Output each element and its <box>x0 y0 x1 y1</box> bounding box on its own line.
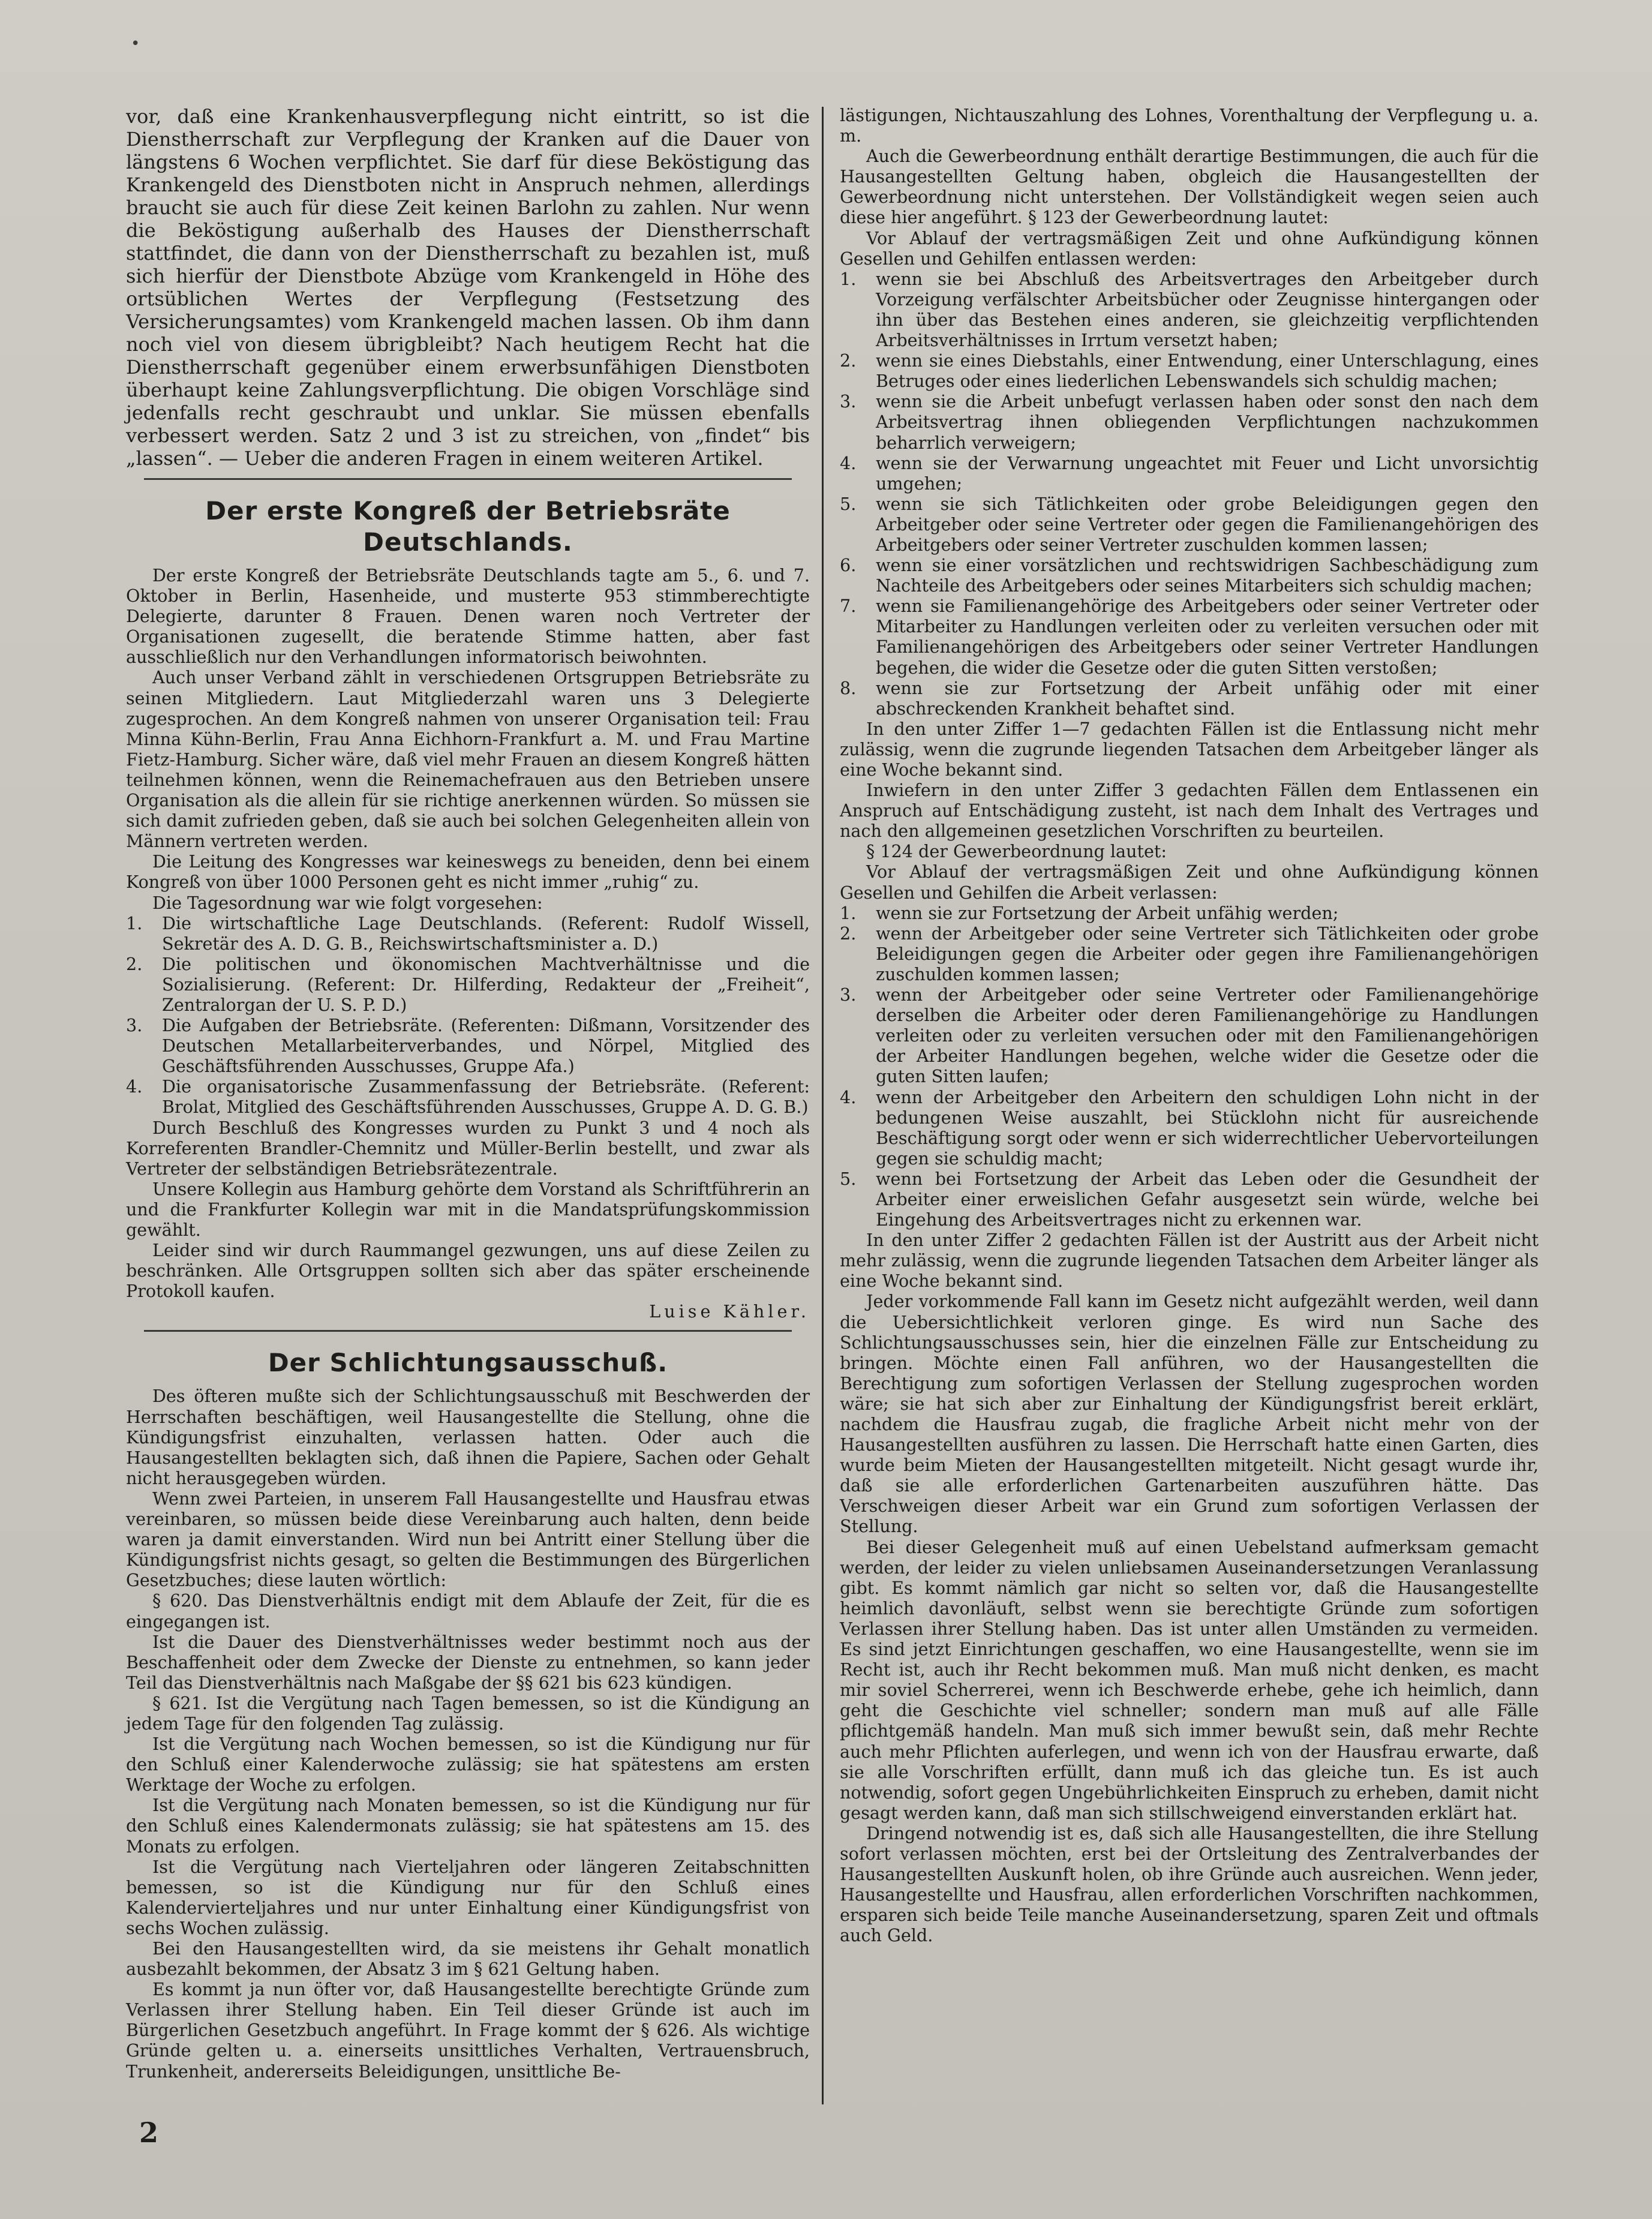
list-text: wenn sie Familienangehörige des Arbeitgebers oder seiner Vertreter oder Mitarbeiter zu Handlungen verleiten oder zu verleiten versuchen oder mit Familienangehörigen des Arbeitgebers oder seiner Vertreter Handlungen begehen, die wider die Gesetze oder die guten Sitten verstoßen; <box>876 596 1539 678</box>
article2-paragraph: Des öfteren mußte sich der Schlichtungsausschuß mit Beschwerden der Herrschaften beschäftigen, weil Hausangestellte die Stellung, ohne die Kündigungsfrist einzuhalten, verlassen hatten. Oder auch die Hausangestellten beklagten sich, daß ihnen die Papiere, Sachen oder Gehalt nicht herausgegeben würden. <box>126 1386 810 1488</box>
list-number: 3. <box>126 1015 143 1036</box>
article2-paragraph: § 620. Das Dienstverhältnis endigt mit dem Ablaufe der Zeit, für die es eingegangen ist. <box>126 1590 810 1632</box>
list-item <box>840 555 1539 596</box>
article1-paragraph: Die Tagesordnung war wie folgt vorgesehen: <box>152 892 543 913</box>
paragraph-123-list <box>840 269 1539 719</box>
list-text: Die organisatorische Zusammenfassung der Betriebsräte. (Referent: Brolat, Mitglied des Geschäftsführenden Ausschusses, Gruppe A. D. G. B.) <box>162 1076 810 1118</box>
article1-paragraph: Auch unser Verband zählt in verschiedenen Ortsgruppen Betriebsräte zu seinen Mitgliedern. Laut Mitgliederzahl waren uns 3 Delegierte zugesprochen. An dem Kongreß nahmen von unserer Organisation teil: Frau Minna Kühn-Berlin, Frau Anna Eichhorn-Frankfurt a. M. und Frau Martine Fietz-Hamburg. Sicher wäre, daß viel mehr Frauen an diesem Kongreß hätten teilnehmen können, wenn die Reinemachefrauen aus den Betrieben unsere Organisation als die allein für sie richtige anerkennen würden. So müssen sie sich damit zufrieden geben, daß sie auch bei solchen Gelegenheiten allein von Männern vertreten werden. <box>126 667 810 852</box>
list-text: wenn sie der Verwarnung ungeachtet mit Feuer und Licht unvorsichtig umgehen; <box>876 452 1539 494</box>
list-text: Die Aufgaben der Betriebsräte. (Referenten: Dißmann, Vorsitzender des Deutschen Metallarbeiterverbandes, und Nörpel, Mitglied des Geschäftsführenden Ausschusses, Gruppe Afa.) <box>162 1015 810 1077</box>
body-paragraph: § 124 der Gewerbeordnung lautet: <box>866 841 1167 862</box>
list-item <box>840 350 1539 391</box>
left-column <box>126 105 810 2082</box>
list-text: wenn sie zur Fortsetzung der Arbeit unfähig werden; <box>876 902 1339 923</box>
list-number: 1. <box>840 268 857 289</box>
list-number: 4. <box>840 1086 857 1107</box>
list-text: Die wirtschaftliche Lage Deutschlands. (Referent: Rudolf Wissell, Sekretär des A. D. G. B., Reichswirtschaftsminister a. D.) <box>162 912 810 954</box>
list-item <box>840 494 1539 555</box>
list-text: wenn sie zur Fortsetzung der Arbeit unfähig oder mit einer abschreckenden Krankheit behaftet sind. <box>876 677 1539 719</box>
list-item <box>840 596 1539 677</box>
list-number: 4. <box>840 452 857 473</box>
article1-paragraph: Der erste Kongreß der Betriebsräte Deutschlands tagte am 5., 6. und 7. Oktober in Berlin, Hasenheide, und musterte 953 stimmberechtigte Delegierte, darunter 8 Frauen. Denen waren noch Vertreter der Organisationen zugesellt, die beratende Stimme hatten, aber fast ausschließlich nur den Verhandlungen informatorisch beiwohnten. <box>126 565 810 668</box>
list-item <box>840 984 1539 1086</box>
list-text: wenn bei Fortsetzung der Arbeit das Leben oder die Gesundheit der Arbeiter einer erweislichen Gefahr ausgesetzt sein würde, welche bei Eingehung des Arbeitsvertrages nicht zu erkennen war. <box>876 1168 1539 1230</box>
list-text: Die politischen und ökonomischen Machtverhältnisse und die Sozialisierung. (Referent: Dr. Hilferding, Redakteur der „Freiheit“, Zentralorgan der U. S. P. D.) <box>162 953 810 1015</box>
list-number: 7. <box>840 596 857 617</box>
body-paragraph: Vor Ablauf der vertragsmäßigen Zeit und ohne Aufkündigung können Gesellen und Gehilfen die Arbeit verlassen: <box>840 861 1539 903</box>
list-text: wenn sie sich Tätlichkeiten oder grobe Beleidigungen gegen den Arbeitgeber oder seine Vertreter oder gegen die Familienangehörigen des Arbeitgebers oder seiner Vertreter zuschulden kommen lassen; <box>876 493 1539 555</box>
list-number: 5. <box>840 493 857 514</box>
author-signature: Luise Kähler. <box>649 1301 810 1322</box>
body-paragraph: In den unter Ziffer 2 gedachten Fällen ist der Austritt aus der Arbeit nicht mehr zulässig, wenn die zugrunde liegenden Tatsachen dem Arbeiter länger als eine Woche bekannt sind. <box>840 1230 1539 1292</box>
agenda-list <box>126 913 810 1118</box>
article2-paragraph: Ist die Vergütung nach Wochen bemessen, so ist die Kündigung nur für den Schluß einer Kalenderwoche zulässig; sie hat spätestens am ersten Werktage der Woche zu erfolgen. <box>126 1734 810 1795</box>
section-divider <box>144 1330 792 1332</box>
article1-paragraph: Durch Beschluß des Kongresses wurden zu Punkt 3 und 4 noch als Korreferenten Brandler-Chemnitz und Müller-Berlin bestellt, und zwar als Vertreter der selbständigen Betriebsrätezentrale. <box>126 1117 810 1179</box>
list-number: 2. <box>840 923 857 944</box>
article1-paragraph: Die Leitung des Kongresses war keineswegs zu beneiden, denn bei einem Kongreß von über 1000 Personen geht es nicht immer „ruhig“ zu. <box>126 851 810 893</box>
body-paragraph: Vor Ablauf der vertragsmäßigen Zeit und ohne Aufkündigung können Gesellen und Gehilfen entlassen werden: <box>840 227 1539 269</box>
list-number: 3. <box>840 391 857 412</box>
continued-paragraph: lästigungen, Nichtauszahlung des Lohnes, Vorenthaltung der Verpflegung u. a. m. <box>840 105 1539 146</box>
list-item <box>126 1015 810 1076</box>
list-text: wenn der Arbeitgeber oder seine Vertreter oder Familienangehörige derselben die Arbeiter oder deren Familienangehörige zu Handlungen verleiten oder zu verleiten versuchen oder mit den Familienangehörigen der Arbeiter Handlungen begehen, welche wider die Gesetze oder die guten Sitten laufen; <box>876 984 1539 1087</box>
article2-paragraph: Ist die Dauer des Dienstverhältnisses weder bestimmt noch aus der Beschaffenheit oder dem Zwecke der Dienste zu entnehmen, so kann jeder Teil das Dienstverhältnis nach Maßgabe der §§ 621 bis 623 kündigen. <box>126 1631 810 1693</box>
list-number: 3. <box>840 984 857 1005</box>
list-text: wenn sie bei Abschluß des Arbeitsvertrages den Arbeitgeber durch Vorzeigung verfälschter Arbeitsbücher oder Zeugnisse hintergangen oder ihn über das Bestehen eines anderen, sie gleichzeitig verpflichtenden Arbeitsverhältnisses in Irrtum versetzt haben; <box>876 268 1539 351</box>
section-divider <box>144 478 792 480</box>
body-paragraph: Inwiefern in den unter Ziffer 3 gedachten Fällen dem Entlassenen ein Anspruch auf Entschädigung zusteht, ist nach dem Inhalt des Vertrages und nach den allgemeinen gesetzlichen Vorschriften zu beurteilen. <box>840 780 1539 842</box>
list-item <box>126 954 810 1015</box>
column-rule <box>822 107 824 2104</box>
article1-paragraph: Leider sind wir durch Raummangel gezwungen, uns auf diese Zeilen zu beschränken. Alle Ortsgruppen sollten sich aber das später erscheinende Protokoll kaufen. <box>126 1240 810 1302</box>
list-text: wenn der Arbeitgeber oder seine Vertreter sich Tätlichkeiten oder grobe Beleidigungen gegen die Arbeiter oder gegen ihre Familienangehörigen zuschulden kommen lassen; <box>876 923 1539 984</box>
list-item <box>840 678 1539 719</box>
article-title-schlichtung: Der Schlichtungsausschuß. <box>268 1348 668 1378</box>
body-paragraph: Dringend notwendig ist es, daß sich alle Hausangestellten, die ihre Stellung sofort verlassen möchten, erst bei der Ortsleitung des Zentralverbandes der Hausangestellten Auskunft holen, ob ihre Gründe auch ausreichen. Wenn jeder, Hausangestellte und Hausfrau, allen erforderlichen Vorschriften nachkommen, ersparen sich beide Teile manche Auseinandersetzung, sparen Zeit und oftmals auch Geld. <box>840 1822 1539 1946</box>
article2-paragraph: Ist die Vergütung nach Vierteljahren oder längeren Zeitabschnitten bemessen, so ist die Kündigung nur für den Schluß eines Kalendervierteljahres und nur unter Einhaltung einer Kündigungsfrist von sechs Wochen zulässig. <box>126 1856 810 1938</box>
page-number: 2 <box>139 2116 159 2149</box>
list-item <box>840 1169 1539 1230</box>
body-paragraph: Auch die Gewerbeordnung enthält derartige Bestimmungen, die auch für die Hausangestellten Geltung haben, obgleich die Hausangestellten der Gewerbeordnung nicht unterstehen. Der Vollständigkeit wegen seien auch diese hier angeführt. § 123 der Gewerbeordnung lautet: <box>840 146 1539 228</box>
list-text: wenn sie eines Diebstahls, einer Entwendung, einer Unterschlagung, eines Betruges oder eines liederlichen Lebenswandels sich schuldig machen; <box>876 350 1539 392</box>
list-item <box>126 1076 810 1117</box>
list-number: 1. <box>126 912 143 933</box>
body-paragraph: Bei dieser Gelegenheit muß auf einen Uebelstand aufmerksam gemacht werden, der leider zu vielen unliebsamen Auseinandersetzungen Veranlassung gibt. Es kommt nämlich gar nicht so selten vor, daß die Hausangestellte heimlich davonläuft, selbst wenn sie berechtigte Gründe zum sofortigen Verlassen ihrer Stellung haben. Das ist unter allen Umständen zu vermeiden. Es sind jetzt Einrichtungen geschaffen, wo eine Hausangestellte, wenn sie im Recht ist, auch ihr Recht bekommen muß. Man muß nicht denken, es macht mir soviel Scherrerei, wenn ich Beschwerde erhebe, gehe ich heimlich, dann geht die Geschichte viel schneller; sondern man muß auf alle Fälle pflichtgemäß handeln. Man muß sich immer bewußt sein, daß mehr Rechte auch mehr Pflichten auferlegen, und wenn ich von der Hausfrau erwarte, daß sie alle Vorschriften erfüllt, dann muß ich das gleiche tun. Es ist auch notwendig, sofort gegen Ungebührlichkeiten Einspruch zu erheben, damit nicht gesagt werden kann, daß man sich stillschweigend einverstanden erklärt hat. <box>840 1536 1539 1823</box>
list-item <box>840 1087 1539 1169</box>
article2-paragraph: § 621. Ist die Vergütung nach Tagen bemessen, so ist die Kündigung an jedem Tage für den folgenden Tag zulässig. <box>126 1692 810 1734</box>
page-mark: • <box>131 35 140 53</box>
list-text: wenn sie die Arbeit unbefugt verlassen haben oder sonst den nach dem Arbeitsvertrag ihnen obliegenden Verpflichtungen nachzukommen beharrlich verweigern; <box>876 391 1539 453</box>
list-item <box>840 903 1539 923</box>
article-title-kongress: Der erste Kongreß der Betriebsräte Deutschlands. <box>205 496 731 557</box>
intro-paragraph: vor, daß eine Krankenhausverpflegung nicht eintritt, so ist die Dienstherrschaft zur Verpflegung der Kranken auf die Dauer von längstens 6 Wochen verpflichtet. Sie darf für diese Beköstigung das Krankengeld des Dienstboten nicht in Anspruch nehmen, allerdings braucht sie auch für diese Zeit keinen Barlohn zu zahlen. Nur wenn die Beköstigung außerhalb des Hauses der Dienstherrschaft stattfindet, die dann von der Dienstherrschaft zu bezahlen ist, muß sich hierfür der Dienstbote Abzüge vom Krankengeld in Höhe des ortsüblichen Wertes der Verpflegung (Festsetzung des Versicherungsamtes) vom Krankengeld machen lassen. Ob ihm dann noch viel von diesem übrigbleibt? Nach heutigem Recht hat die Dienstherrschaft gegenüber einem erwerbsunfähigen Dienstboten überhaupt keine Zahlungsverpflichtung. Die obigen Vorschläge sind jedenfalls recht geschraubt und unklar. Sie müssen ebenfalls verbessert werden. Satz 2 und 3 ist zu streichen, von „findet“ bis „lassen“. — Ueber die anderen Fragen in einem weiteren Artikel. <box>126 105 810 470</box>
article2-paragraph: Wenn zwei Parteien, in unserem Fall Hausangestellte und Hausfrau etwas vereinbaren, so müssen beide diese Vereinbarung auch halten, denn beide waren ja damit einverstanden. Wird nun bei Antritt einer Stellung über die Kündigungsfrist nichts gesagt, so gelten die Bestimmungen des Bürgerlichen Gesetzbuches; diese lauten wörtlich: <box>126 1488 810 1591</box>
list-number: 5. <box>840 1168 857 1189</box>
list-item <box>840 453 1539 494</box>
list-text: wenn sie einer vorsätzlichen und rechtswidrigen Sachbeschädigung zum Nachteile des Arbeitgebers oder seines Mitarbeiters sich schuldig machen; <box>876 555 1539 596</box>
list-number: 2. <box>840 350 857 371</box>
paragraph-124-list <box>840 903 1539 1230</box>
list-number: 4. <box>126 1076 143 1097</box>
list-number: 6. <box>840 555 857 576</box>
right-column <box>840 105 1539 1945</box>
body-paragraph: In den unter Ziffer 1—7 gedachten Fällen ist die Entlassung nicht mehr zulässig, wenn die zugrunde liegenden Tatsachen dem Arbeitgeber länger als eine Woche bekannt sind. <box>840 718 1539 780</box>
list-item <box>840 923 1539 984</box>
body-paragraph: Jeder vorkommende Fall kann im Gesetz nicht aufgezählt werden, weil dann die Uebersichtlichkeit verloren ginge. Es wird nun Sache des Schlichtungsausschusses sein, hier die einzelnen Fälle zur Entscheidung zu bringen. Möchte einen Fall anführen, wo der Hausangestellten die Berechtigung zum sofortigen Verlassen der Stellung zugesprochen worden wäre; sie hat sich aber zur Einhaltung der Kündigungsfrist bereit erklärt, nachdem die Hausfrau zugab, die fragliche Arbeit nicht mehr von der Hausangestellten ausführen zu lassen. Die Herrschaft hatte einen Garten, dies wurde beim Mieten der Hausangestellten mitgeteilt. Nicht gesagt wurde ihr, daß sie alle erforderlichen Gartenarbeiten auszuführen hätte. Das Verschweigen dieser Arbeit war ein Grund zum sofortigen Verlassen der Stellung. <box>840 1291 1539 1537</box>
list-number: 2. <box>126 953 143 974</box>
list-number: 8. <box>840 677 857 698</box>
list-text: wenn der Arbeitgeber den Arbeitern den schuldigen Lohn nicht in der bedungenen Weise auszahlt, bei Stücklohn nicht für ausreichende Beschäftigung sorgt oder wenn er sich widerrechtlicher Uebervorteilungen gegen sie schuldig macht; <box>876 1086 1539 1169</box>
list-number: 1. <box>840 902 857 923</box>
article2-paragraph: Ist die Vergütung nach Monaten bemessen, so ist die Kündigung nur für den Schluß eines Kalendermonats zulässig; sie hat spätestens am 15. des Monats zu erfolgen. <box>126 1795 810 1857</box>
list-item <box>840 269 1539 350</box>
article2-paragraph: Es kommt ja nun öfter vor, daß Hausangestellte berechtigte Gründe zum Verlassen ihrer Stellung haben. Ein Teil dieser Gründe ist auch im Bürgerlichen Gesetzbuch angeführt. In Frage kommt der § 626. Als wichtige Gründe gelten u. a. einerseits unsittliches Verhalten, Vertrauensbruch, Trunkenheit, andererseits Beleidigungen, unsittliche Be- <box>126 1979 810 2082</box>
article2-paragraph: Bei den Hausangestellten wird, da sie meistens ihr Gehalt monatlich ausbezahlt bekommen, der Absatz 3 im § 621 Geltung haben. <box>126 1938 810 1980</box>
list-item <box>840 391 1539 452</box>
article1-paragraph: Unsere Kollegin aus Hamburg gehörte dem Vorstand als Schriftführerin an und die Frankfurter Kollegin war mit in die Mandatsprüfungskommission gewählt. <box>126 1178 810 1240</box>
list-item <box>126 913 810 954</box>
